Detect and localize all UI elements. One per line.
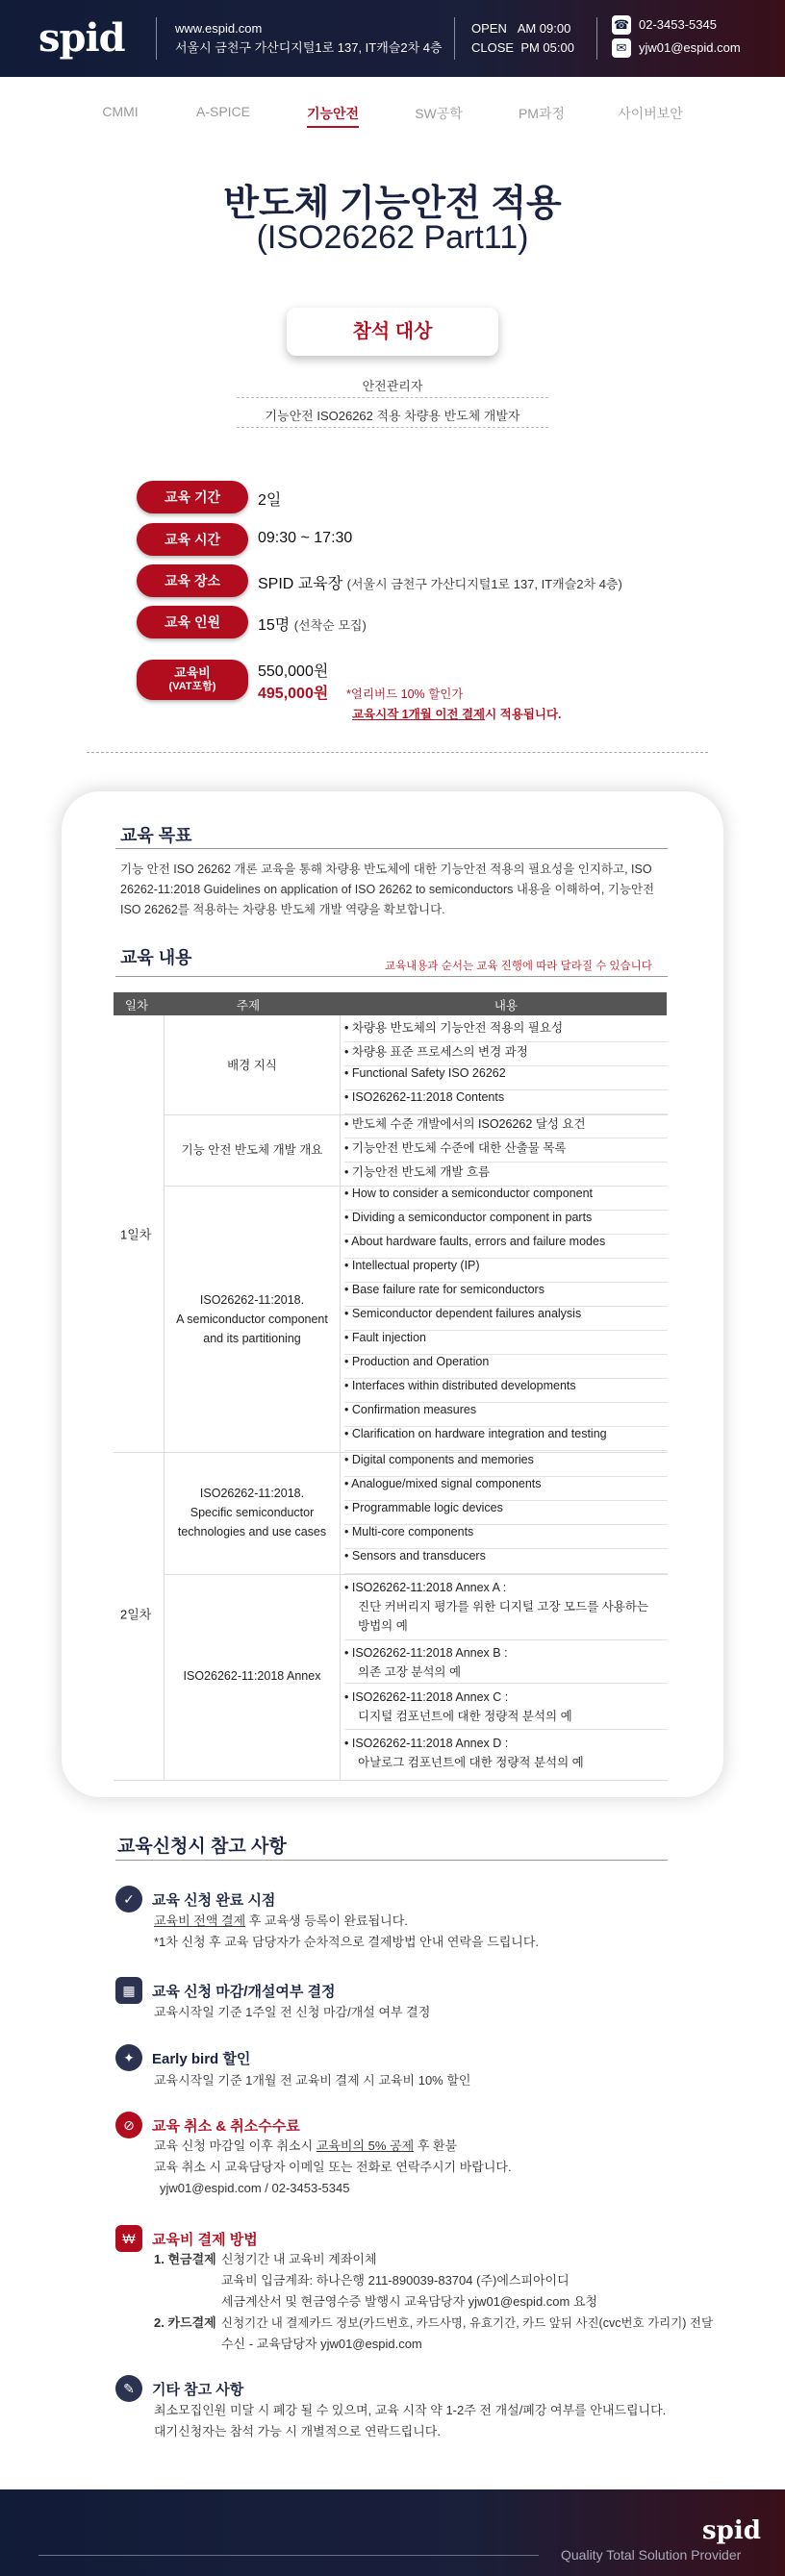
divider	[115, 1860, 668, 1861]
target-item: 안전관리자	[362, 379, 423, 393]
ref-complete-note: *1차 신청 후 교육 담당자가 순차적으로 결제방법 안내 연락을 드립니다.	[154, 1935, 540, 1949]
place-value: SPID 교육장 (서울시 금천구 가산디지털1로 137, IT캐슬2차 4층)	[258, 576, 622, 592]
topic-annex: ISO26262-11:2018 Annex	[183, 1669, 321, 1683]
nav-item-aspice[interactable]: A-SPICE	[195, 104, 251, 119]
place-detail: (서울시 금천구 가산디지털1로 137, IT캐슬2차 4층)	[346, 577, 622, 591]
list-item: • Dividing a semiconductor component in parts	[344, 1211, 668, 1235]
list-item: • Digital components and memories	[344, 1453, 668, 1477]
period-value: 2일	[258, 492, 282, 509]
ref-earlybird-heading: Early bird 할인	[152, 2051, 251, 2067]
people-value: 15명 (선착순 모집)	[258, 617, 367, 634]
time-value: 09:30 ~ 17:30	[258, 530, 353, 546]
list-item: • Base failure rate for semiconductors	[344, 1283, 668, 1307]
list-item: • ISO26262-11:2018 Annex A : 진단 커버리지 평가를 위한 디지털 고장 모드를 사용하는 방법의 예	[344, 1575, 668, 1640]
topic-overview: 기능 안전 반도체 개발 개요	[181, 1143, 323, 1157]
hours	[471, 19, 574, 58]
list-item: • Fault injection	[344, 1331, 668, 1355]
list-item: • ISO26262-11:2018 Annex D : 아날로그 컴포넌트에 대한 정량적 분석의 예	[344, 1737, 584, 1769]
list-item: • Clarification on hardware integration and testing	[344, 1427, 668, 1451]
col-topic: 주제	[236, 999, 261, 1013]
day-2: 2일차	[120, 1607, 152, 1622]
page-subtitle: (ISO26262 Part11)	[256, 219, 529, 256]
target-item: 기능안전 ISO26262 적용 차량용 반도체 개발자	[265, 409, 520, 423]
topic-technologies: ISO26262-11:2018. Specific semiconductor technologies and use cases	[177, 1487, 327, 1538]
list-item: • ISO26262-11:2018 Annex B : 의존 고장 분석의 예	[344, 1640, 668, 1684]
list-item: • 차량용 표준 프로세스의 변경 과정	[344, 1042, 668, 1066]
early-note-detail: 교육시작 1개월 이전 결제시 적용됩니다.	[352, 708, 562, 721]
site-info	[175, 19, 443, 58]
ref-other-text: 최소모집인원 미달 시 폐강 될 수 있으며, 교육 시작 약 1-2주 전 개설/폐강 여부를 안내드립니다.	[154, 2403, 667, 2417]
day-1: 1일차	[120, 1227, 152, 1242]
goal-text: 기능 안전 ISO 26262 개론 교육을 통해 차량용 반도체에 대한 기능안전 적용의 필요성을 인지하고, ISO 26262-11:2018 Guidelines on application of ISO 26262 to semiconductors 내용을 이해하여, 기능안전 ISO 26262를 적용하는 차량용 반도체 개발 역량을 확보합니다.	[120, 863, 655, 916]
nav-item-cyber-security[interactable]: 사이버보안	[618, 106, 683, 121]
check-icon: ✓	[115, 1886, 142, 1913]
ref-card-contact: 수신 - 교육담당자 yjw01@espid.com	[221, 2337, 422, 2351]
ref-other-heading: 기타 참고 사항	[152, 2382, 244, 2398]
table-header	[114, 992, 667, 1015]
page-title: 반도체 기능안전 적용	[223, 184, 562, 224]
col-day: 일차	[124, 999, 149, 1013]
contact	[612, 15, 741, 58]
bird-icon: ✦	[115, 2044, 142, 2071]
target-badge: 참석 대상	[287, 308, 498, 356]
divider	[156, 17, 157, 60]
list-item: • Semiconductor dependent failures analysis	[344, 1307, 668, 1331]
list-item: • 기능안전 반도체 수준에 대한 산출물 목록	[344, 1138, 668, 1163]
place-badge: 교육 장소	[137, 564, 248, 597]
site-url[interactable]: www.espid.com	[175, 21, 263, 36]
ref-cancel-text: 교육 신청 마감일 이후 취소시 교육비의 5% 공제 후 환불	[154, 2138, 458, 2153]
list-item: • Confirmation measures	[344, 1403, 668, 1427]
list-item: • Sensors and transducers	[344, 1549, 668, 1574]
calendar-icon: ▦	[115, 1977, 142, 2004]
ref-cash-account: 교육비 입금계좌: 하나은행 211-890039-83704 (주)에스피아이디	[221, 2273, 570, 2288]
goal-heading: 교육 목표	[120, 826, 192, 845]
divider	[87, 752, 708, 753]
ref-card-label: 2. 카드결제	[154, 2315, 216, 2330]
footer-logo[interactable]: spid	[702, 2516, 761, 2545]
nav-item-functional-safety[interactable]: 기능안전	[307, 104, 359, 128]
list-item: • Production and Operation	[344, 1355, 668, 1379]
list-item: • How to consider a semiconductor component	[344, 1187, 668, 1211]
open-time: AM 09:00	[517, 21, 571, 36]
divider	[596, 17, 597, 60]
ref-earlybird-text: 교육시작일 기준 1개월 전 교육비 결제 시 교육비 10% 할인	[154, 2073, 471, 2088]
close-label: CLOSE	[471, 40, 515, 55]
footer-slogan: Quality Total Solution Provider	[561, 2547, 742, 2563]
list-item: • Interfaces within distributed developments	[344, 1379, 668, 1403]
list-item: • Programmable logic devices	[344, 1501, 668, 1525]
phone-icon: ☎	[612, 15, 631, 35]
content-note: 교육내용과 순서는 교육 진행에 따라 달라질 수 있습니다	[385, 961, 652, 972]
footer	[0, 2489, 785, 2576]
period-badge: 교육 기간	[137, 481, 248, 513]
fee-badge: 교육비 (VAT포함)	[137, 660, 248, 700]
nav-item-pm[interactable]: PM과정	[518, 106, 566, 121]
ref-complete-heading: 교육 신청 완료 시점	[152, 1892, 276, 1909]
nav-item-cmmi[interactable]: CMMI	[102, 104, 139, 119]
list-item: • About hardware faults, errors and failure modes	[344, 1235, 668, 1259]
people-badge: 교육 인원	[137, 606, 248, 638]
close-time: PM 05:00	[520, 40, 574, 55]
top-nav	[0, 77, 785, 144]
info-icon: ✎	[115, 2375, 142, 2402]
divider	[115, 976, 668, 977]
nav-item-sw-engineering[interactable]: SW공학	[415, 106, 463, 121]
ref-complete-text: 교육비 전액 결제 후 교육생 등록이 완료됩니다.	[154, 1913, 408, 1928]
ref-cancel-contact-text: 교육 취소 시 교육담당자 이메일 또는 전화로 연락주시기 바랍니다.	[154, 2160, 512, 2174]
divider	[115, 848, 668, 849]
time-badge: 교육 시간	[137, 523, 248, 556]
address: 서울시 금천구 가산디지털1로 137, IT캐슬2차 4층	[175, 40, 443, 55]
list-item: • 반도체 수준 개발에서의 ISO26262 달성 요건	[344, 1114, 668, 1138]
list-item: • ISO26262-11:2018 Annex C : 디지털 컴포넌트에 대한 정량적 분석의 예	[344, 1684, 668, 1730]
phone-number[interactable]: 02-3453-5345	[639, 17, 717, 32]
ref-heading: 교육신청시 참고 사항	[117, 1837, 287, 1857]
header	[0, 0, 785, 77]
divider	[237, 397, 548, 398]
ref-other-text: 대기신청자는 참석 가능 시 개별적으로 연락드립니다.	[154, 2424, 441, 2438]
mail-icon: ✉	[612, 38, 631, 58]
ref-deadline-text: 교육시작일 기준 1주일 전 신청 마감/개설 여부 결정	[154, 2005, 431, 2019]
ref-cancel-heading: 교육 취소 & 취소수수료	[152, 2118, 300, 2135]
list-item: • Intellectual property (IP)	[344, 1259, 668, 1283]
ref-cash-label: 1. 현금결제	[154, 2252, 216, 2266]
ref-deadline-heading: 교육 신청 마감/개설여부 결정	[152, 1984, 336, 2000]
ref-payment-heading: 교육비 결제 방법	[152, 2232, 258, 2248]
divider	[237, 427, 548, 428]
col-content: 내용	[494, 999, 519, 1013]
topic-partitioning: ISO26262-11:2018. A semiconductor component and its partitioning	[176, 1293, 328, 1345]
content-heading: 교육 내용	[120, 948, 192, 967]
early-fee-value: 495,000원	[258, 686, 329, 702]
list-item: • 기능안전 반도체 개발 흐름	[344, 1163, 668, 1187]
fee-value: 550,000원	[258, 663, 329, 680]
divider	[454, 17, 455, 60]
ref-cancel-contact[interactable]: yjw01@espid.com / 02-3453-5345	[160, 2181, 350, 2195]
ref-cash-receipt: 세금계산서 및 현금영수증 발행시 교육담당자 yjw01@espid.com 요청	[221, 2294, 598, 2309]
open-label: OPEN	[471, 21, 507, 36]
list-item: • Functional Safety ISO 26262	[344, 1066, 668, 1090]
list-item: • ISO26262-11:2018 Contents	[344, 1090, 668, 1114]
list-item: • 차량용 반도체의 기능안전 적용의 필요성	[344, 1018, 668, 1042]
cancel-icon: ⊘	[115, 2112, 142, 2138]
divider	[38, 2555, 539, 2556]
ref-card-text: 신청기간 내 결제카드 정보(카드번호, 카드사명, 유효기간, 카드 앞뒤 사진(cvc번호 가리기) 전달	[221, 2316, 714, 2330]
logo[interactable]: spid	[38, 15, 125, 61]
list-item: • Analogue/mixed signal components	[344, 1477, 668, 1501]
list-item: • Multi-core components	[344, 1525, 668, 1549]
people-note: (선착순 모집)	[293, 618, 367, 633]
payment-icon: ₩	[115, 2225, 142, 2252]
ref-cash-text: 신청기간 내 교육비 계좌이체	[221, 2252, 377, 2266]
topic-background: 배경 지식	[227, 1059, 277, 1072]
early-note: *얼리버드 10% 할인가	[346, 688, 464, 701]
email-address[interactable]: yjw01@espid.com	[639, 40, 741, 55]
